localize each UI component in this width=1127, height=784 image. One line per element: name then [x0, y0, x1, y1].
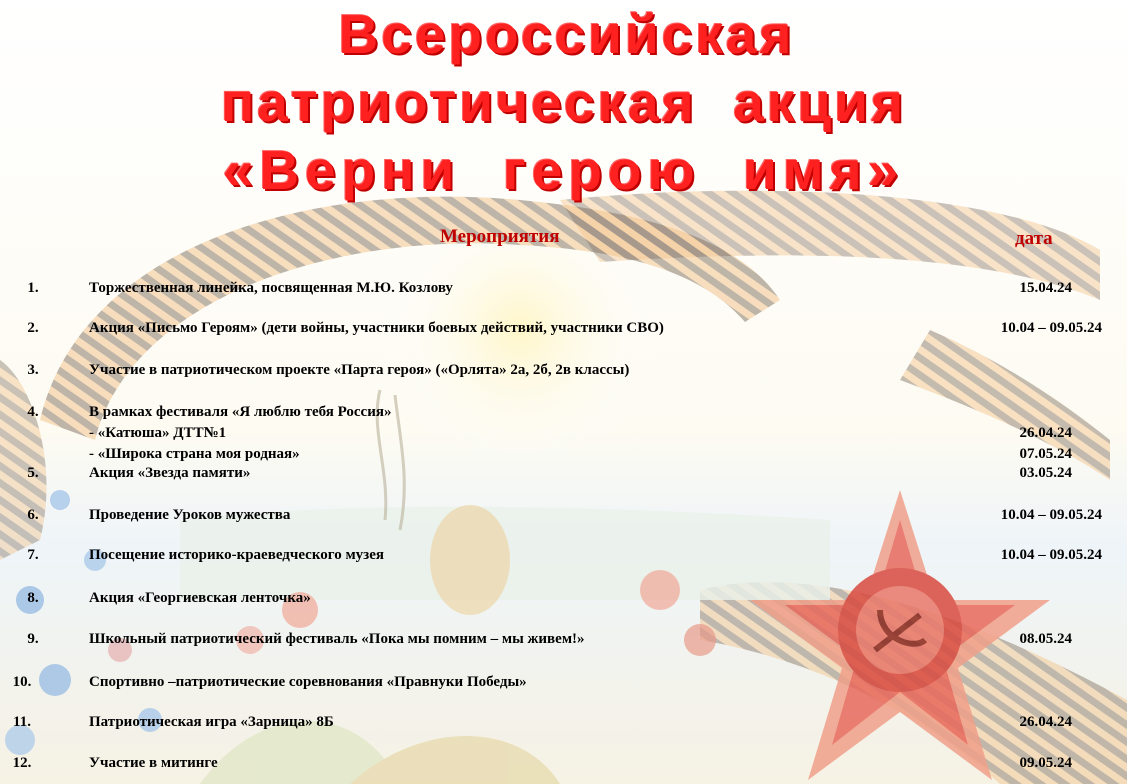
row-number: 5. — [27, 465, 39, 481]
row-text: В рамках фестиваля «Я люблю тебя Россия» — [89, 404, 392, 420]
row-date: 10.04 – 09.05.24 — [1000, 547, 1102, 563]
row-text: Посещение историко-краеведческого музея — [89, 547, 384, 563]
row-number: 11. — [13, 714, 31, 730]
row-date: 09.05.24 — [1019, 755, 1072, 771]
row-text: Проведение Уроков мужества — [89, 507, 291, 523]
row-text: Спортивно –патриотические соревнования «Правнуки Победы» — [89, 674, 527, 690]
row-number: 3. — [27, 362, 39, 378]
row-date: 10.04 – 09.05.24 — [1000, 507, 1102, 523]
row-text: Акция «Звезда памяти» — [89, 465, 251, 481]
row-text: Школьный патриотический фестиваль «Пока мы помним – мы живем!» — [89, 631, 585, 647]
row-text: Акция «Георгиевская ленточка» — [89, 590, 311, 606]
row-number: 2. — [27, 320, 39, 336]
row-subtext: - «Широка страна моя родная» — [89, 446, 300, 462]
row-number: 12. — [12, 755, 32, 771]
row-date: 15.04.24 — [1019, 280, 1072, 296]
row-number: 1. — [27, 280, 39, 296]
haystack — [430, 505, 510, 615]
title-line-1: Всероссийская — [338, 3, 795, 65]
row-text: Торжественная линейка, посвященная М.Ю. Козлову — [89, 280, 453, 296]
row-date: 03.05.24 — [1019, 465, 1072, 481]
header-date: дата — [1015, 228, 1053, 249]
title-line-3: «Верни герою имя» — [222, 139, 905, 201]
row-date: 07.05.24 — [1019, 446, 1072, 462]
row-subtext: - «Катюша» ДТТ№1 — [89, 425, 227, 441]
row-text: Участие в митинге — [89, 755, 218, 771]
row-text: Патриотическая игра «Зарница» 8Б — [89, 714, 334, 730]
row-number: 9. — [27, 631, 39, 647]
header-events: Мероприятия — [440, 226, 560, 247]
row-number: 8. — [27, 590, 39, 606]
row-number: 6. — [27, 507, 39, 523]
row-number: 4. — [27, 404, 39, 420]
poster-title — [0, 0, 1127, 204]
row-number: 7. — [27, 547, 39, 563]
title-line-2: патриотическая акция — [220, 71, 907, 133]
row-number: 10. — [12, 674, 32, 690]
row-date: 10.04 – 09.05.24 — [1000, 320, 1102, 336]
row-date: 26.04.24 — [1019, 425, 1072, 441]
row-date: 08.05.24 — [1019, 631, 1072, 647]
row-date: 26.04.24 — [1019, 714, 1072, 730]
row-text: Участие в патриотическом проекте «Парта героя» («Орлята» 2а, 2б, 2в классы) — [89, 362, 630, 378]
row-text: Акция «Письмо Героям» (дети войны, участники боевых действий, участники СВО) — [89, 320, 664, 336]
